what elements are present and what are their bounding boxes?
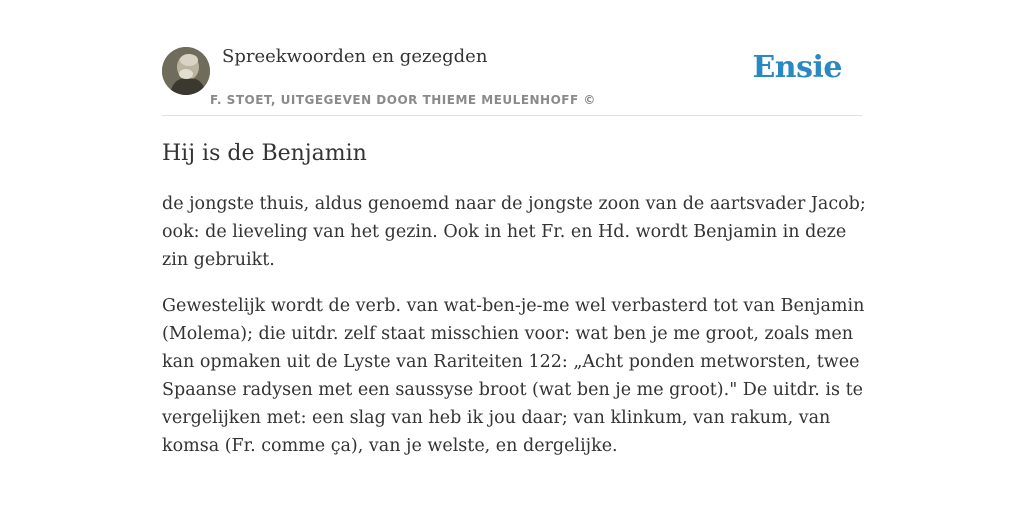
brand-logo[interactable]: Ensie: [752, 50, 842, 85]
entry-paragraph: Gewestelijk wordt de verb. van wat-ben-je-me wel verbasterd tot van Benjamin (Molema); die uitdr. zelf staat misschien voor: wat ben je me groot, zoals men kan opmaken uit de Lyste van Rariteiten 122: „Acht ponden metworsten, twee Spaanse radysen met een saussyse broot (wat ben je me groot)." De uitdr. is te vergelijken met: een slag van heb ik jou daar; van klinkum, van rakum, van komsa (Fr. comme ça), van je welste, en dergelijke.: [162, 296, 865, 456]
entry-paragraph: de jongste thuis, aldus genoemd naar de jongste zoon van de aartsvader Jacob; ook: de lieveling van het gezin. Ook in het Fr. en Hd. wordt Benjamin in deze zin gebruikt.: [162, 194, 866, 270]
source-title[interactable]: Spreekwoorden en gezegden: [222, 46, 488, 67]
entry-content: [162, 138, 867, 478]
entry-title: Hij is de Benjamin: [162, 141, 367, 166]
source-credit: F. STOET, UITGEGEVEN DOOR THIEME MEULENHOFF ©: [210, 93, 596, 107]
source-header: [162, 40, 862, 116]
author-portrait-icon[interactable]: [162, 47, 210, 95]
